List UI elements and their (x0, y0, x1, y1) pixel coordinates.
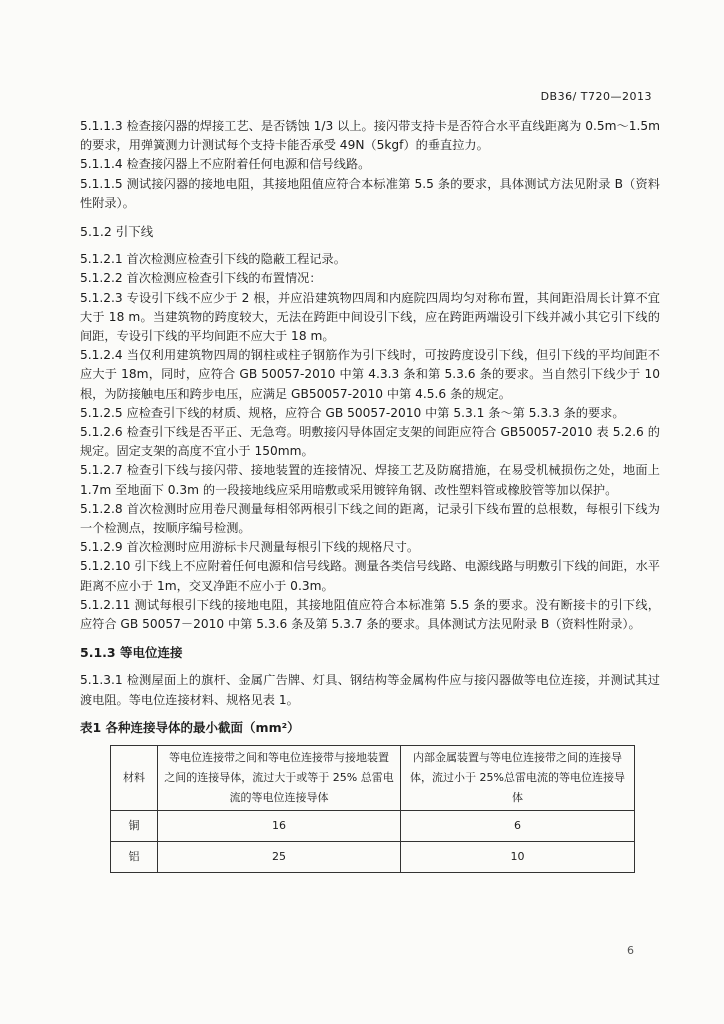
table-header-material: 材料 (111, 746, 158, 811)
clause-5-1-1-4: 5.1.1.4 检查接闪器上不应附着任何电源和信号线路。 (80, 157, 371, 172)
clause-5-1-2-11: 5.1.2.11 测试每根引下线的接地电阻，其接地阻值应符合本标准第 5.5 条的要求。没有断接卡的引下线，应符合 GB 50057－2010 中第 5.3.6 条及第 5.3.7 条的要求。具体测试方法见附录 B（资料性附录）。 (80, 597, 660, 632)
clause-5-1-2-1: 5.1.2.1 首次检测应检查引下线的隐蔽工程记录。 (80, 252, 346, 267)
clause-5-1-2-3: 5.1.2.3 专设引下线不应少于 2 根，并应沿建筑物四周和内庭院四周均匀对称布置，其间距沿周长计算不宜大于 18 m。当建筑物的跨度较大，无法在跨距中间设引下线，应在跨距两端设引下线并减小其它引下线的间距，专设引下线的平均间距不应大于 18 m。 (80, 290, 660, 344)
document-code: DB36/ T720—2013 (540, 90, 652, 103)
table-cell-material: 铝 (111, 842, 158, 873)
page-number: 6 (627, 944, 634, 957)
clause-5-1-2-5: 5.1.2.5 应检查引下线的材质、规格，应符合 GB 50057-2010 中第 5.3.1 条～第 5.3.3 条的要求。 (80, 405, 625, 420)
section-heading-5-1-3: 5.1.3 等电位连接 (80, 645, 183, 661)
conductor-section-table (110, 745, 635, 873)
clause-5-1-2-7: 5.1.2.7 检查引下线与接闪带、接地装置的连接情况、焊接工艺及防腐措施，在易受机械损伤之处，地面上 1.7m 至地面下 0.3m 的一段接地线应采用暗敷或采用镀锌角钢、改性塑料管或橡胶管等加以保护。 (80, 463, 660, 497)
clause-5-1-2-8: 5.1.2.8 首次检测时应用卷尺测量每相邻两根引下线之间的距离，记录引下线布置的总根数，每根引下线为一个检测点，按顺序编号检测。 (80, 501, 660, 536)
document-body (80, 117, 660, 873)
clause-5-1-2-9: 5.1.2.9 首次检测时应用游标卡尺测量每根引下线的规格尺寸。 (80, 540, 420, 555)
section-heading-5-1-2: 5.1.2 引下线 (80, 224, 154, 240)
table-row (111, 842, 635, 873)
clause-5-1-1-3: 5.1.1.3 检查接闪器的焊接工艺、是否锈蚀 1/3 以上。接闪带支持卡是否符合水平直线距离为 0.5m～1.5m 的要求，用弹簧测力计测试每个支持卡能否承受 49N（5kgf）的垂直拉力。 (80, 119, 660, 153)
table-header-col-b: 内部金属装置与等电位连接带之间的连接导体，流过小于 25%总雷电流的等电位连接导体 (401, 746, 635, 811)
clause-5-1-2-4: 5.1.2.4 当仅利用建筑物四周的钢柱或柱子钢筋作为引下线时，可按跨度设引下线，但引下线的平均间距不应大于 18m，同时，应符合 GB 50057-2010 中第 4.3.3 条和第 5.3.6 条的要求。当自然引下线少于 10 根，为防接触电压和跨步电压，应满足 GB50057-2010 中第 4.5.6 条的规定。 (80, 348, 660, 401)
table-cell-b: 10 (401, 842, 635, 873)
table-cell-b: 6 (401, 811, 635, 842)
clause-5-1-2-10: 5.1.2.10 引下线上不应附着任何电源和信号线路。测量各类信号线路、电源线路与明敷引下线的间距，水平距离不应小于 1m，交叉净距不应小于 0.3m。 (80, 559, 660, 593)
clause-5-1-3-1: 5.1.3.1 检测屋面上的旗杆、金属广告牌、灯具、钢结构等金属构件应与接闪器做等电位连接，并测试其过渡电阻。等电位连接材料、规格见表 1。 (80, 673, 660, 707)
clause-5-1-2-6: 5.1.2.6 检查引下线是否平正、无急弯。明敷接闪导体固定支架的间距应符合 GB50057-2010 表 5.2.6 的规定。固定支架的高度不宜小于 150mm。 (80, 425, 660, 459)
table-row (111, 811, 635, 842)
table-cell-a: 25 (158, 842, 401, 873)
clause-5-1-2-2: 5.1.2.2 首次检测应检查引下线的布置情况： (80, 271, 322, 286)
table-title: 表1 各种连接导体的最小截面（mm²） (80, 719, 300, 735)
table-header-col-a: 等电位连接带之间和等电位连接带与接地装置之间的连接导体，流过大于或等于 25% 总雷电流的等电位连接导体 (158, 746, 401, 811)
table-cell-a: 16 (158, 811, 401, 842)
table-header-row (111, 746, 635, 811)
clause-5-1-1-5: 5.1.1.5 测试接闪器的接地电阻，其接地阻值应符合本标准第 5.5 条的要求，具体测试方法见附录 B（资料性附录）。 (80, 176, 660, 210)
table-cell-material: 铜 (111, 811, 158, 842)
